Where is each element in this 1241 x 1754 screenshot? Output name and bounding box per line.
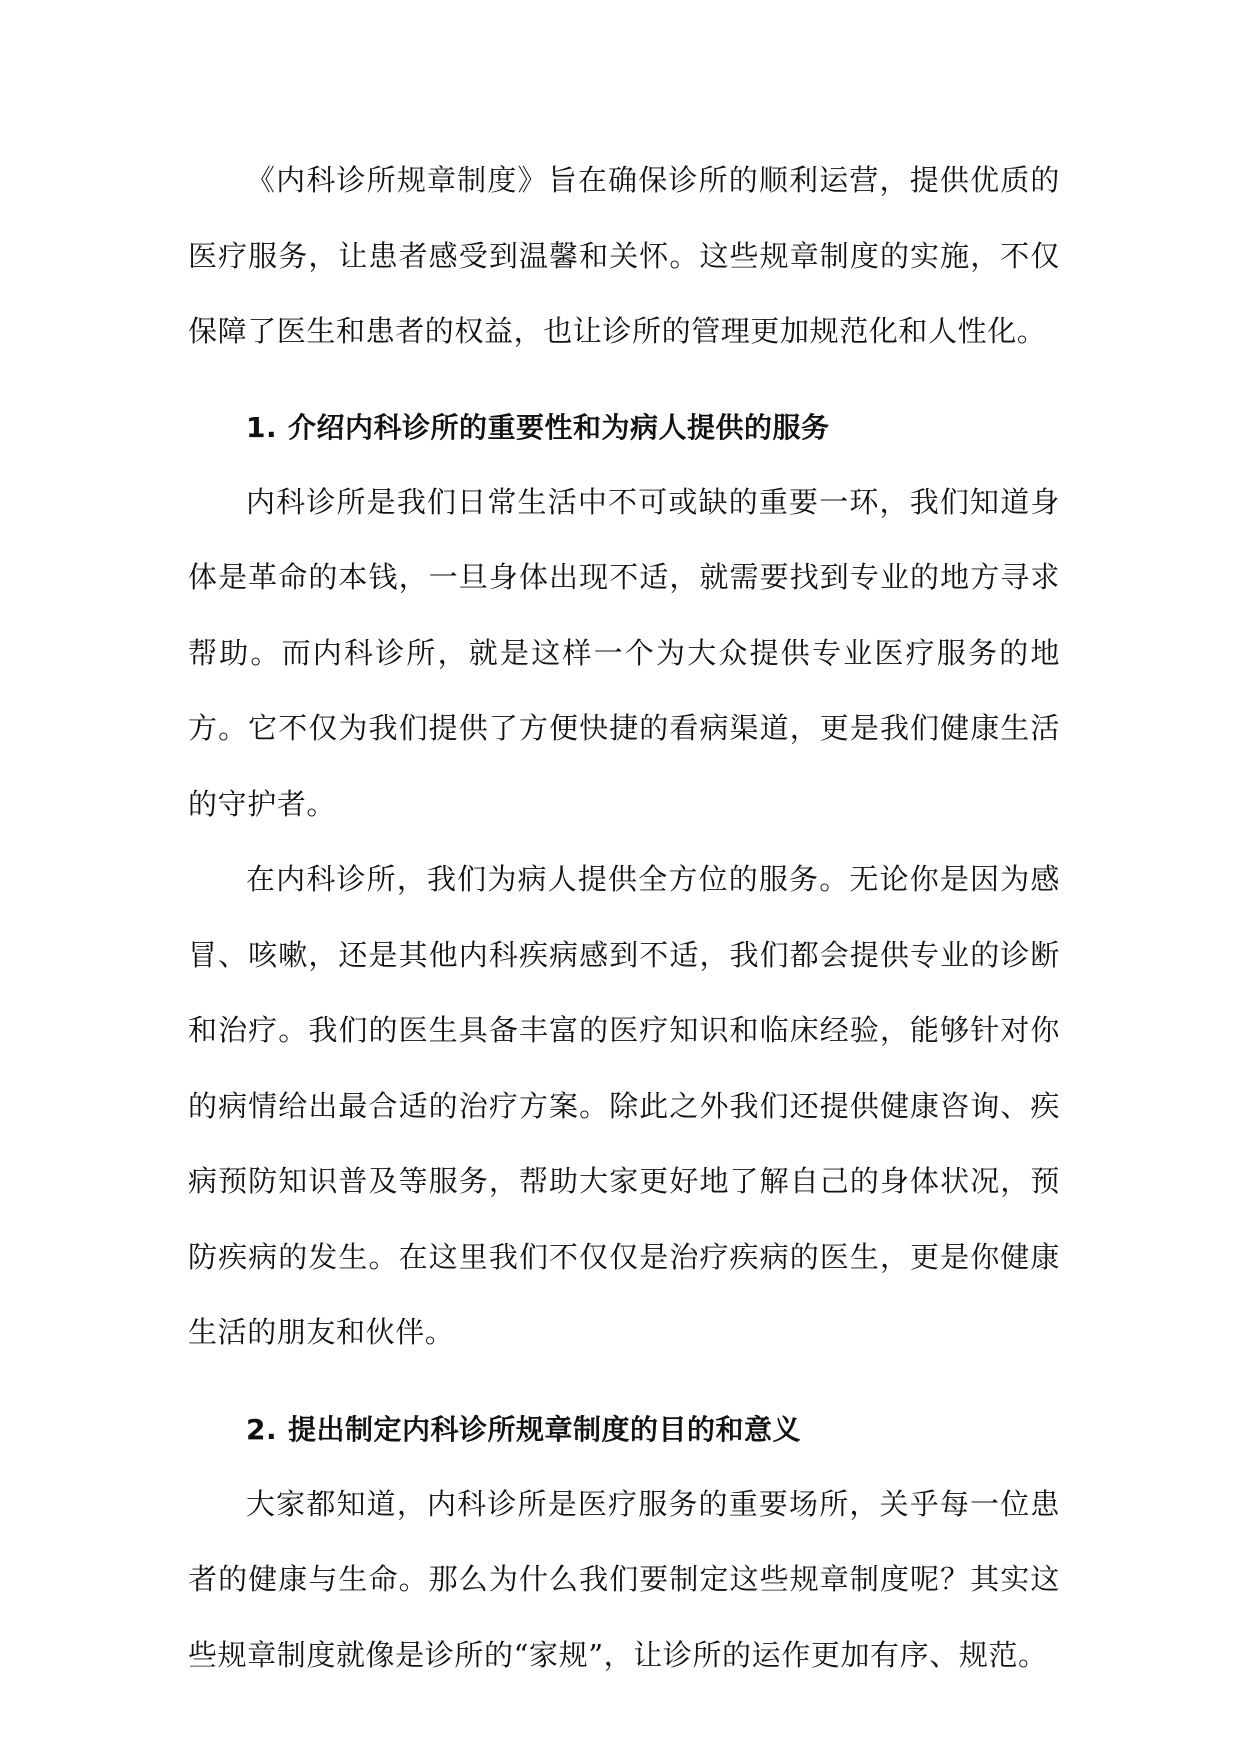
document-body: [188, 143, 1060, 1693]
section-2-paragraph-1: 大家都知道，内科诊所是医疗服务的重要场所，关乎每一位患者的健康与生命。那么为什么我们要制定这些规章制度呢？其实这些规章制度就像是诊所的“家规”，让诊所的运作更加有序、规范。: [188, 1486, 1060, 1672]
section-heading-2: [188, 1392, 1060, 1467]
section-heading-1: [188, 390, 1060, 465]
section-1-paragraph-2: 在内科诊所，我们为病人提供全方位的服务。无论你是因为感冒、咳嗽，还是其他内科疾病感到不适，我们都会提供专业的诊断和治疗。我们的医生具备丰富的医疗知识和临床经验，能够针对你的病情给出最合适的治疗方案。除此之外我们还提供健康咨询、疾病预防知识普及等服务，帮助大家更好地了解自己的身体状况，预防疾病的发生。在这里我们不仅仅是治疗疾病的医生，更是你健康生活的朋友和伙伴。: [188, 862, 1060, 1349]
intro-paragraph: 《内科诊所规章制度》旨在确保诊所的顺利运营，提供优质的医疗服务，让患者感受到温馨和关怀。这些规章制度的实施，不仅保障了医生和患者的权益，也让诊所的管理更加规范化和人性化。: [188, 163, 1060, 348]
section-number-1: 1.: [246, 410, 278, 444]
section-number-2: 2.: [246, 1412, 278, 1446]
section-1-paragraph-1: 内科诊所是我们日常生活中不可或缺的重要一环，我们知道身体是革命的本钱，一旦身体出现不适，就需要找到专业的地方寻求帮助。而内科诊所，就是这样一个为大众提供专业医疗服务的地方。它不仅为我们提供了方便快捷的看病渠道，更是我们健康生活的守护者。: [188, 484, 1060, 821]
section-title-1: 介绍内科诊所的重要性和为病人提供的服务: [288, 410, 830, 444]
section-title-2: 提出制定内科诊所规章制度的目的和意义: [288, 1412, 802, 1446]
